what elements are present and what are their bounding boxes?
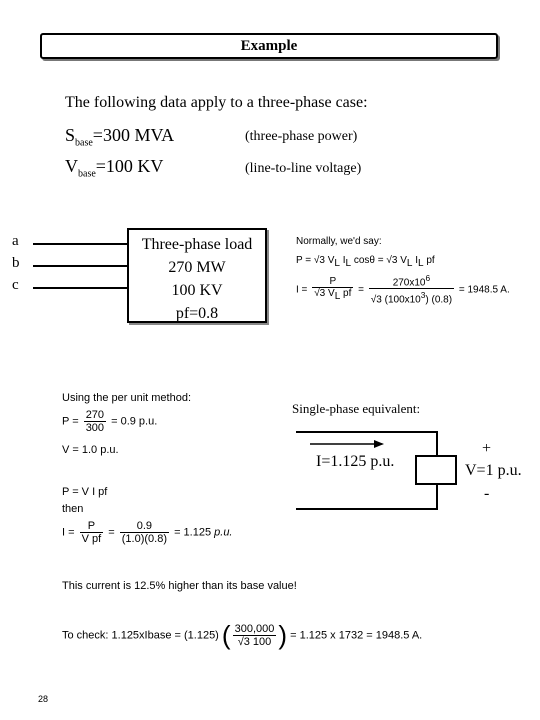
pu-i-fraction-1 [80,520,104,545]
i-eq-equals: = [358,284,364,296]
phase-line-a [33,243,127,245]
param-vbase-note: (line-to-line voltage) [245,161,362,176]
circuit-right-wire-bottom [436,485,438,509]
i-eq-f2-num [369,273,454,289]
per-unit-then: then [62,503,84,515]
i-eq-f2-den [369,289,454,306]
circuit-load-box [415,455,457,485]
param-vbase-symbol: V [65,156,78,176]
normally-current-eq [296,273,510,307]
circuit-right-wire-top [436,431,438,455]
pu-i-result: = 1.125 [174,526,212,539]
i-eq-f2-den-text: √3 (100x10 [370,294,421,306]
check-lhs: To check: 1.125xIbase = (1.125) [62,629,219,642]
pu-i-lhs: I = [62,526,75,539]
i-eq-f1-den-text: √3 V [314,288,335,300]
per-unit-current-eq [62,520,233,545]
phase-label-a: a [12,233,19,249]
load-voltage: 100 KV [171,282,223,299]
check-fraction [233,623,277,648]
check-num: 300,000 [234,623,275,635]
p-eq-rest1: cosθ = √3 V [351,255,407,266]
pu-i1-num: P [80,520,104,533]
per-unit-higher-note: This current is 12.5% higher than its base value! [62,580,297,592]
i-eq-f2-den-end: ) (0.8) [425,294,453,306]
i-eq-fraction-2 [369,273,454,307]
p-eq-sub1: L [334,258,340,269]
circuit-plus-sign: + [482,440,492,457]
phase-line-c [33,287,127,289]
normally-heading: Normally, we'd say: [296,236,382,247]
per-unit-heading: Using the per unit method: [62,392,192,404]
three-phase-load-box [127,228,267,323]
circuit-bottom-wire [296,508,438,510]
per-unit-power-eq [62,409,157,434]
param-sbase-symbol: S [65,125,76,145]
phase-label-c: c [12,277,19,293]
check-rhs: = 1.125 x 1732 = 1948.5 A. [290,629,423,642]
pu-i1-den: V pf [81,533,102,545]
i-eq-f1-den-end: pf [340,288,352,300]
phase-label-b: b [12,255,20,271]
current-arrow-icon [310,439,384,449]
load-title: Three-phase load [141,236,253,253]
i-eq-f2-num-text: 270x10 [392,277,426,289]
page-number: 28 [38,694,49,704]
pu-i2-den: (1.0)(0.8) [121,533,167,545]
per-unit-check-eq [62,620,422,651]
pu-i-unit: p.u. [214,526,233,539]
param-vbase-value: =100 KV [95,156,164,176]
circuit-top-wire [296,431,436,433]
per-unit-voltage: V = 1.0 p.u. [62,444,119,456]
p-eq-end: pf [423,255,435,266]
p-eq-sub3: L [406,258,413,269]
load-power: 270 MW [168,259,226,276]
circuit-current-label: I=1.125 p.u. [316,453,395,470]
i-eq-f1-den-sub: L [334,291,341,303]
pu-p-lhs: P = [62,415,79,428]
pu-i-equals: = [108,526,115,539]
i-eq-f2-num-sup: 6 [425,273,431,283]
pu-i-fraction-2 [120,520,169,545]
p-eq-sub2: L [345,258,352,269]
param-vbase [65,156,163,180]
phase-line-b [33,265,127,267]
p-eq-rest2: I [412,255,418,266]
circuit-minus-sign: - [484,485,490,502]
i-eq-f1-den [312,288,353,303]
param-sbase [65,125,174,149]
check-left-paren: ( [221,620,231,650]
param-vbase-sub: base [78,168,96,180]
pu-p-num: 270 [85,409,105,421]
param-sbase-note: (three-phase power) [245,129,358,144]
circuit-voltage-label: V=1 p.u. [465,462,522,479]
p-eq-mid: I [339,255,346,266]
i-eq-fraction-1 [312,276,353,303]
i-eq-f1-num: P [312,276,353,288]
check-right-paren: ) [278,620,288,650]
normally-power-eq [296,255,435,269]
check-den: √3 100 [237,636,272,648]
i-eq-result: = 1948.5 A. [458,284,510,296]
slide-title: Example [40,33,498,59]
i-eq-lhs: I = [296,284,308,296]
pu-p-fraction [84,409,106,434]
pu-i2-num: 0.9 [120,520,169,533]
pu-p-den: 300 [85,422,105,434]
param-sbase-value: =300 MVA [92,125,175,145]
i-eq-f2-den-sup: 3 [420,290,426,301]
param-sbase-sub: base [75,137,93,149]
per-unit-pvi: P = V I pf [62,486,108,498]
p-eq-sub4: L [418,258,424,269]
intro-text: The following data apply to a three-phase case: [65,94,368,111]
pu-p-result: = 0.9 p.u. [111,415,158,428]
p-eq-lhs: P = √3 V [296,255,335,266]
single-phase-heading: Single-phase equivalent: [292,401,421,416]
load-pf: pf=0.8 [175,305,219,322]
